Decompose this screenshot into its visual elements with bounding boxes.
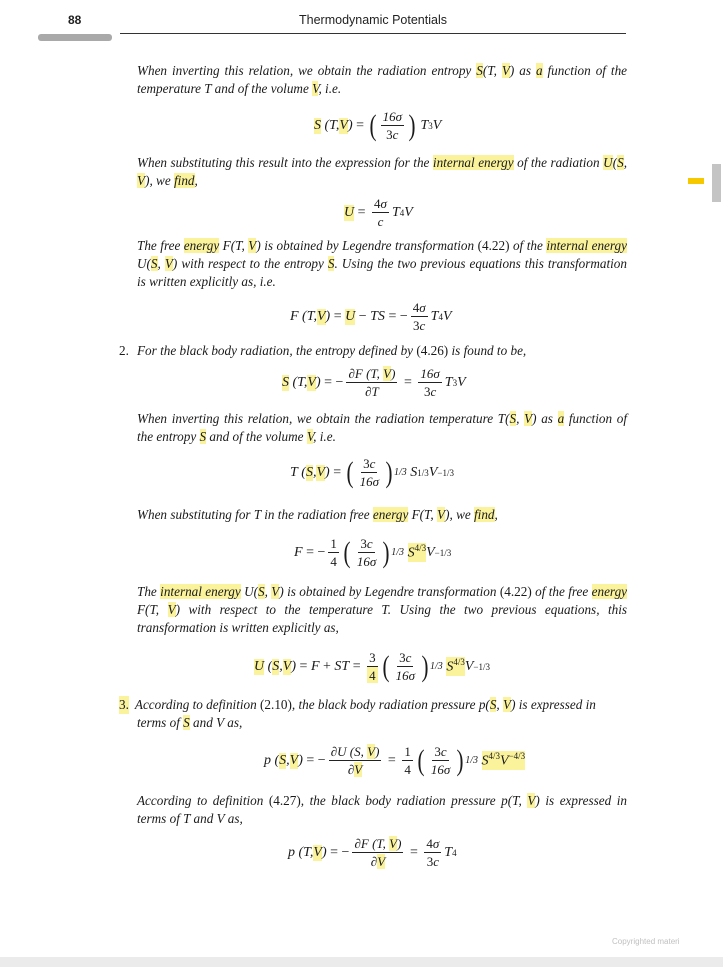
running-header-title: Thermodynamic Potentials (299, 13, 447, 27)
equation-8: p ( S , V ) = − $\frac{\partial U (S, V)}{\partial V}$ = $\frac{1}{4}$ ( $\frac{3c}{16\sigma}$ ) 1/3 $S^{4/3}V^{-4/3}$ (264, 743, 526, 777)
paragraph-4: When inverting this relation, we obtain the radiation temperature T(S, V) as a function of the entropy S and of the volume V, i.e. (137, 411, 627, 444)
list-item-2: 2. For the black body radiation, the entropy defined by (4.26) is found to be, (119, 343, 527, 358)
equation-9: p (T, V ) = − $\frac{\partial F (T, V)}{\partial V}$ = $\frac{4\sigma}{3c}$ T 4 (288, 836, 457, 869)
equation-6: F = − $\frac{1}{4}$ ( $\frac{3c}{16\sigma}$ ) 1/3 $S^{4/3}$ V −1/3 (294, 535, 452, 569)
equation-7: U ( S , V ) = F + ST = $\frac{3}{4}$ ( $\frac{3c}{16\sigma}$ ) 1/3 $S^{4/3}$ V −1/3 (254, 649, 490, 683)
header-gray-tab (38, 34, 112, 41)
paragraph-3: The free energy F(T, V) is obtained by Legendre transformation (4.22) of the internal energy U(S, V) with respect to the entropy S. Using the two previous equations this transformation is written explicitly as, i.e. (137, 238, 627, 289)
paragraph-7: According to definition (4.27), the black body radiation pressure p(T, V) is expressed in terms of T and V as, (137, 793, 628, 826)
copyright-watermark: Copyrighted materi (612, 937, 680, 946)
equation-1: S (T, V ) = ( $\frac{16\sigma}{3c}$ ) T 3 V (314, 108, 442, 142)
equation-2: U = $\frac{4\sigma}{c}$ T 4 V (344, 196, 413, 229)
page-number: 88 (68, 13, 82, 27)
equation-4: S (T, V ) = − $\frac{\partial F (T, V)}{\partial T}$ = $\frac{16\sigma}{3c}$ T 3 V (282, 366, 466, 399)
equation-3: F (T, V ) = U − TS = − $\frac{4\sigma}{3c}$ T 4 V (290, 300, 452, 333)
list-item-3: 3. According to definition (2.10), the black body radiation pressure p(S, V) is expressed in terms of S and V as, (119, 697, 596, 730)
highlight-marker[interactable] (688, 178, 704, 184)
equation-5: T ( S , V ) = ( $\frac{3c}{16\sigma}$ ) 1/3 S 1/3 V −1/3 (290, 455, 454, 489)
scrollbar-thumb[interactable] (712, 164, 721, 202)
paragraph-5: When substituting for T in the radiation free energy F(T, V), we find, (137, 507, 498, 522)
paragraph-6: The internal energy U(S, V) is obtained by Legendre transformation (4.22) of the free energy F(T, V) with respect to the temperature T. Using the two previous equations, this transformation is written explicitly as, (137, 584, 628, 635)
bottom-scrollbar-track[interactable] (0, 957, 723, 967)
header-rule (120, 33, 626, 34)
paragraph-1: When inverting this relation, we obtain the radiation entropy S(T, V) as a function of the temperature T and of the volume V, i.e. (137, 63, 628, 96)
paragraph-2: When substituting this result into the expression for the internal energy of the radiation U(S, V), we find, (137, 155, 627, 188)
